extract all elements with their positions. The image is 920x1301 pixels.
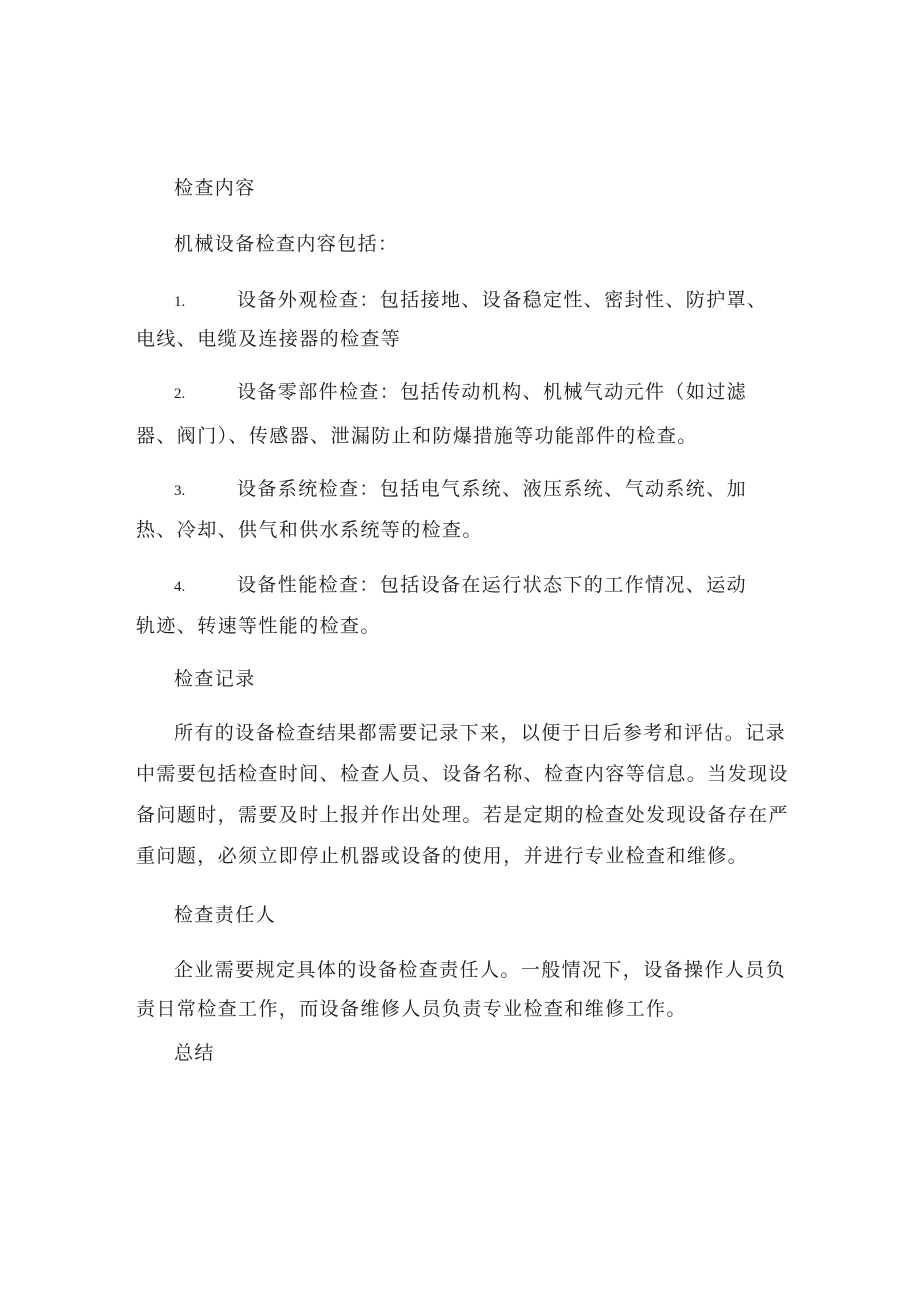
responsible-paragraph-line-1: 企业需要规定具体的设备检查责任人。一般情况下，设备操作人员负 bbox=[174, 959, 787, 981]
record-paragraph-line-1: 所有的设备检查结果都需要记录下来，以便于日后参考和评估。记录 bbox=[174, 722, 787, 744]
record-paragraph-line-4: 重问题，必须立即停止机器或设备的使用，并进行专业检查和维修。 bbox=[136, 845, 749, 867]
item-number: 1. bbox=[174, 294, 186, 310]
responsible-paragraph-line-2: 责日常检查工作，而设备维修人员负责专业检查和维修工作。 bbox=[136, 998, 687, 1020]
item-number: 4. bbox=[174, 579, 186, 595]
item-text-line-1: 设备性能检查：包括设备在运行状态下的工作情况、运动 bbox=[237, 574, 748, 596]
item-text-line-1: 设备系统检查：包括电气系统、液压系统、气动系统、加 bbox=[237, 478, 748, 500]
item-text-line-1: 设备外观检查：包括接地、设备稳定性、密封性、防护罩、 bbox=[237, 289, 768, 311]
record-paragraph-line-2: 中需要包括检查时间、检查人员、设备名称、检查内容等信息。当发现设 bbox=[136, 763, 789, 785]
inspection-content-intro: 机械设备检查内容包括： bbox=[174, 233, 399, 255]
heading-inspection-record: 检查记录 bbox=[174, 668, 256, 690]
heading-inspection-content: 检查内容 bbox=[174, 177, 256, 199]
item-text-line-2: 电线、电缆及连接器的检查等 bbox=[136, 328, 402, 350]
heading-summary: 总结 bbox=[174, 1042, 215, 1064]
heading-responsible-person: 检查责任人 bbox=[174, 904, 277, 926]
item-text-line-2: 热、冷却、供气和供水系统等的检查。 bbox=[136, 519, 483, 541]
record-paragraph-line-3: 备问题时，需要及时上报并作出处理。若是定期的检查处发现设备存在严 bbox=[136, 804, 789, 826]
item-number: 3. bbox=[174, 483, 186, 499]
item-text-line-2: 轨迹、转速等性能的检查。 bbox=[136, 615, 381, 637]
item-text-line-2: 器、阀门）、传感器、泄漏防止和防爆措施等功能部件的检查。 bbox=[136, 425, 698, 447]
item-number: 2. bbox=[174, 386, 186, 402]
item-text-line-1: 设备零部件检查：包括传动机构、机械气动元件（如过滤 bbox=[237, 381, 748, 403]
